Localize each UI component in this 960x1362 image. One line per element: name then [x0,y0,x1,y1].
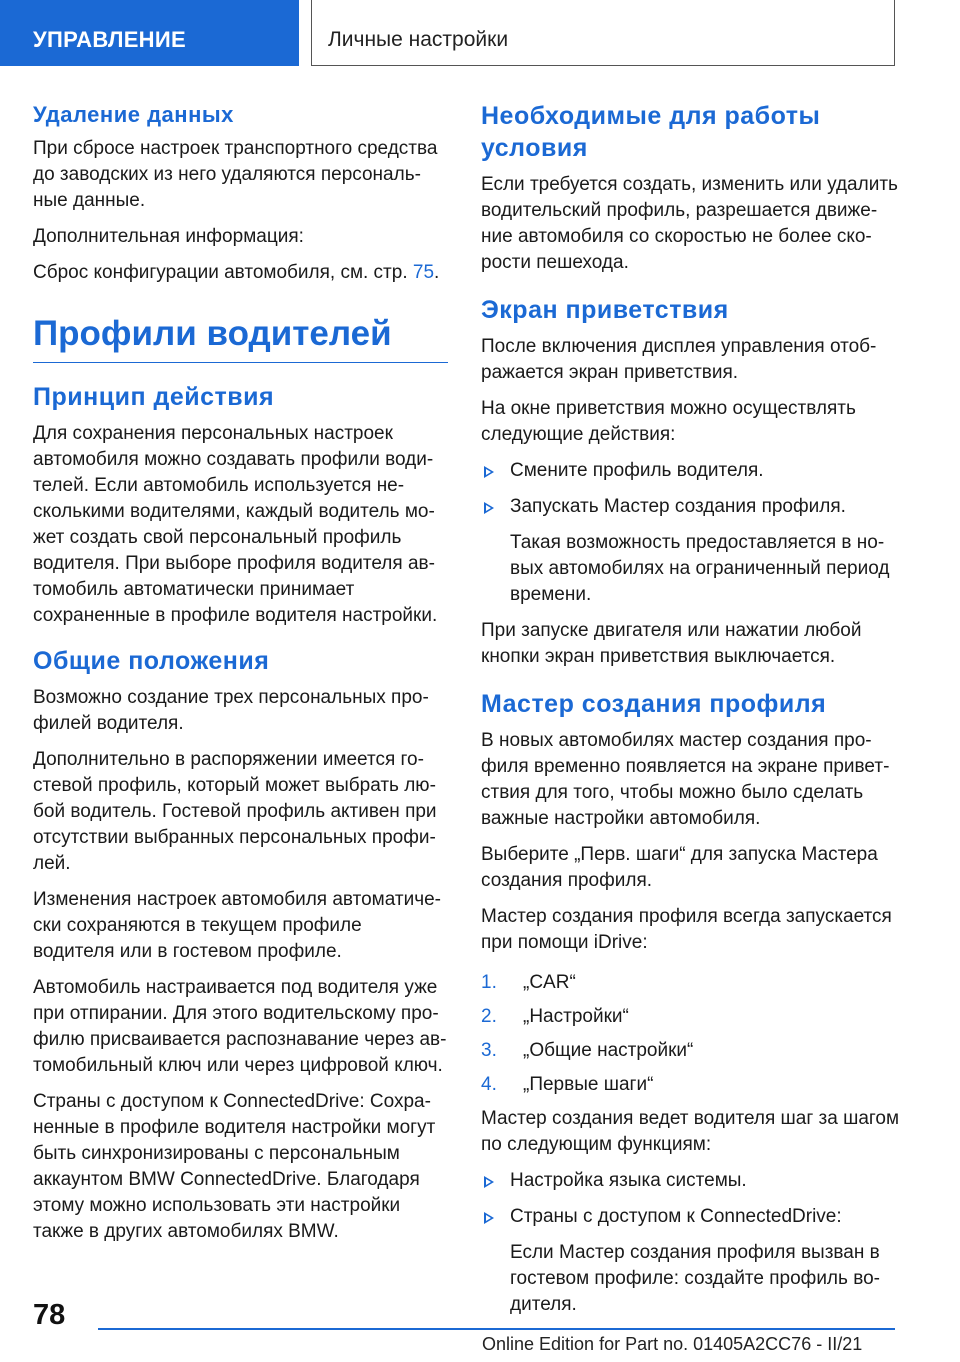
paragraph: В новых автомобилях мастер создания профиля временно появляется на экране приветствия для того, чтобы можно было сделать важные настройки автомобиля. [481,730,890,829]
paragraph: Дополнительно в распоряжении имеется гостевой профиль, который может выбрать любой водитель. Гостевой профиль активен при отсутствии выбранных персональных профилей. [33,749,437,874]
bullet-note: Если Мастер создания профиля вызван в гостевом профиле: создайте профиль водителя. [510,1242,880,1315]
welcome-screen-heading: Экран приветствия [481,296,729,324]
bullet-item: Смените профиль водителя. [481,458,901,484]
paragraph: Изменения настроек автомобиля автоматически сохраняются в текущем профиле водителя или в гостевом профиле. [33,889,441,962]
principle-heading: Принцип действия [33,383,275,411]
page-header [0,0,960,66]
paragraph: Возможно создание трех персональных профилей водителя. [33,687,429,734]
reference-text: Сброс конфигурации автомобиля, см. стр. [33,262,413,283]
paragraph: Мастер создания профиля всегда запускается при помощи iDrive: [481,906,892,953]
delete-data-heading: Удаление данных [33,102,234,127]
footer-divider [98,1328,895,1330]
paragraph: После включения дисплея управления отображается экран приветствия. [481,336,877,383]
page-number: 78 [33,1299,66,1331]
paragraph-with-reference [33,260,448,286]
bullet-item: Страны с доступом к ConnectedDrive: [481,1204,901,1230]
step-number: 2. [481,1006,497,1027]
conditions-heading: Необходимые для работы условия [481,102,821,162]
chapter-title-box [311,0,895,66]
list-item [481,1004,901,1030]
paragraph: Автомобиль настраивается под водителя уже при отпирании. Для этого водительскому профилю присваивается распознавание через автомобильный ключ или через цифровой ключ. [33,977,447,1076]
punctuation: . [434,262,440,283]
paragraph: При запуске двигателя или нажатии любой кнопки экран приветствия выключается. [481,620,862,667]
left-column [33,100,448,1255]
step-text: „Настройки“ [523,1006,629,1027]
bullet-item: Запускать Мастер создания профиля. [481,494,901,520]
step-text: „Первые шаги“ [523,1074,654,1095]
paragraph: Дополнительная информация: [33,226,304,247]
paragraph: Выберите „Перв. шаги“ для запуска Мастера создания профиля. [481,844,878,891]
step-number: 1. [481,972,497,993]
wizard-heading: Мастер создания профиля [481,690,827,718]
driver-profiles-title: Профили водителей [33,312,448,363]
step-text: „CAR“ [523,972,576,993]
step-number: 4. [481,1074,497,1095]
right-column [481,100,901,1328]
bullet-item: Настройка языка системы. [481,1168,901,1194]
list-item [481,970,901,996]
section-label: УПРАВЛЕНИЕ [33,27,186,52]
footer-edition: Online Edition for Part no. 01405A2CC76 - II/21 [482,1334,863,1354]
section-tab [0,0,299,66]
step-text: „Общие настройки“ [523,1040,694,1061]
paragraph: На окне приветствия можно осуществлять следующие действия: [481,398,856,445]
step-number: 3. [481,1040,497,1061]
paragraph: Для сохранения персональных настроек автомобиля можно создавать профили водителей. Если автомобиль используется несколькими водителями, каждый водитель может создать свой персональный профиль водителя. При выборе профиля водителя автомобиль автоматически принимает сохраненные в профиле водителя настройки. [33,423,438,626]
paragraph: Страны с доступом к ConnectedDrive: Сохраненные в профиле водителя настройки могут быть синхронизированы с персональным аккаунтом BMW ConnectedDrive. Благодаря этому можно использовать эти настройки также в других автомобилях BMW. [33,1091,436,1242]
general-heading: Общие положения [33,647,270,675]
paragraph: Если требуется создать, изменить или удалить водительский профиль, разрешается движение автомобиля со скоростью не более скорости пешехода. [481,174,898,273]
steps-list [481,970,901,1098]
bullet-note: Такая возможность предоставляется в новых автомобилях на ограниченный период времени. [510,532,890,605]
paragraph: При сбросе настроек транспортного средства до заводских из него удаляются персональные данные. [33,138,438,211]
page-reference-link[interactable]: 75 [412,262,435,283]
chapter-title: Личные настройки [328,28,509,51]
list-item [481,1072,901,1098]
paragraph: Мастер создания ведет водителя шаг за шагом по следующим функциям: [481,1108,900,1155]
list-item [481,1038,901,1064]
